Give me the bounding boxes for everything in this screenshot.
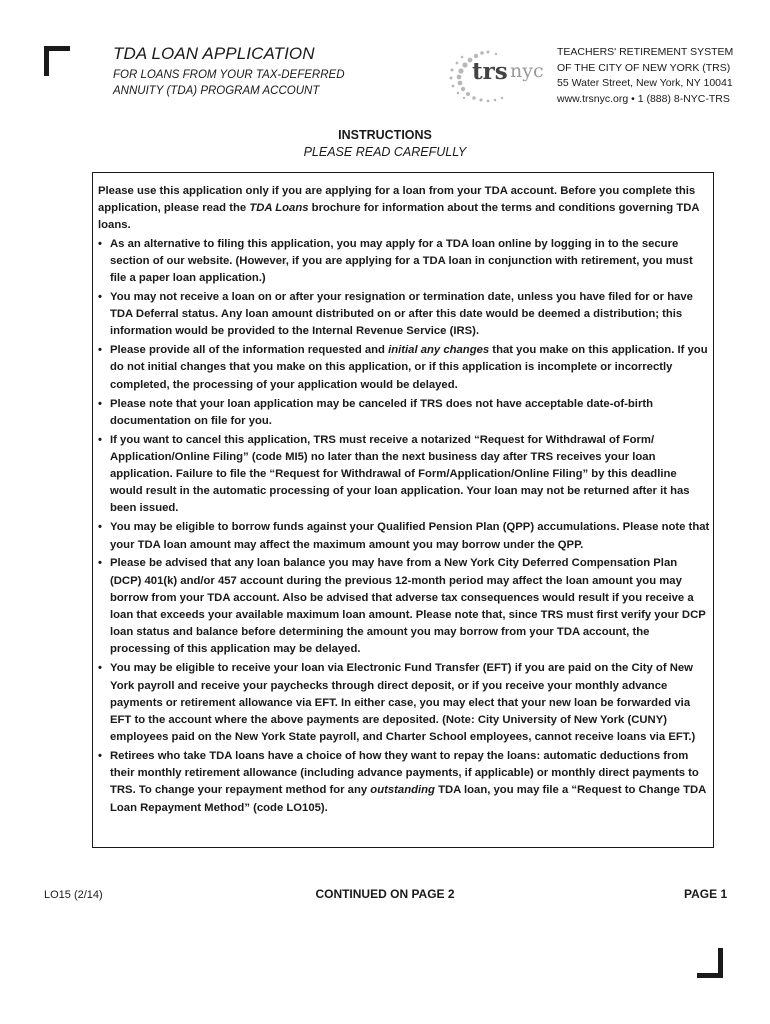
list-item: • Please be advised that any loan balance you may have from a New York City Deferred Compensation Plan (DCP) 401(k) and/or 457 account during the previous 12-month period may affect the loan amount you may borrow from your TDA account. Also be advised that adverse tax consequences would result if you receive a loan that exceeds your available maximum loan amount. Please note that, since TRS must first verify your DCP loan status and balance before determining the amount you may borrow from your TDA account, the processing of this application may be delayed. [98,557,706,656]
form-code: LO15 (2/14) [44,889,103,901]
list-item: • You may be eligible to receive your loan via Electronic Fund Transfer (EFT) if you are paid on the City of New York payroll and receive your paychecks through direct deposit, or if you receive your monthly advance payments or retirement allowance via EFT. In either case, you may elect that your new loan be forwarded via EFT to the account where the above payments are deposited. (Note: City University of New York (CUNY) employees paid on the New York State payroll, and Charter School employees, cannot receive loans via EFT.) [98,662,696,744]
bullet-icon: • [98,237,102,250]
subtitle-line-2: ANNUITY (TDA) PROGRAM ACCOUNT [113,85,320,97]
list-item: • If you want to cancel this application, TRS must receive a notarized “Request for Withdrawal of Form/ Application/Online Filing” (code MI5) no later than the next business day after TRS receives your loan application. Failure to file the “Request for Withdrawal of Form/Application/Online Filing” by this deadline would result in the automatic processing of your loan application. Your loan may not be returned after it has been issued. [98,433,690,515]
bullet-icon: • [98,433,102,446]
org-street-address: 55 Water Street, New York, NY 10041 [557,77,733,89]
org-contact: www.trsnyc.org • 1 (888) 8-NYC-TRS [557,92,730,105]
instructions-heading: INSTRUCTIONS [338,128,432,142]
corner-mark-bottom-right [697,948,723,978]
organization-address [557,45,737,107]
instructions-content [98,183,710,819]
intro-paragraph: Please use this application only if you are applying for a loan from your TDA account. Before you complete this application, please read the TDA Loans brochure for information about the terms and conditions governing TDA loans. [98,185,700,232]
bullet-icon: • [98,344,102,357]
bullet-icon: • [98,662,102,675]
org-name-line-1: TEACHERS' RETIREMENT SYSTEM [557,46,734,58]
bullet-icon: • [98,397,102,410]
list-item: • You may be eligible to borrow funds against your Qualified Pension Plan (QPP) accumulations. Please note that your TDA loan amount may affect the maximum amount you may borrow under the QPP. [98,521,710,551]
form-subtitle [113,67,373,99]
list-item: • Please provide all of the information requested and initial any changes that you make on this application. If you do not initial changes that you make on this application, or if this application is incomplete or incorrectly completed, the processing of your application would be delayed. [98,344,708,391]
page-number: PAGE 1 [684,887,728,901]
form-title: TDA LOAN APPLICATION [113,44,315,63]
bullet-icon: • [98,557,102,570]
bullet-icon: • [98,290,102,303]
bullet-icon: • [98,521,102,534]
continued-notice: CONTINUED ON PAGE 2 [315,887,455,901]
list-item: • Please note that your loan application may be canceled if TRS does not have acceptable date-of-birth documentation on file for you. [98,397,654,427]
org-name-line-2: OF THE CITY OF NEW YORK (TRS) [557,61,731,74]
instructions-list [98,236,710,817]
trs-logo [446,48,556,104]
list-item: • You may not receive a loan on or after your resignation or termination date, unless you have filed for or have TDA Deferral status. Any loan amount distributed on or after this date would be deemed a distribution; this information would be provided to the Internal Revenue Service (IRS). [98,290,693,338]
instructions-subheading: PLEASE READ CAREFULLY [303,145,467,159]
logo-text-trs: trs [472,58,508,85]
logo-text-nyc: nyc [510,60,544,82]
subtitle-line-1: FOR LOANS FROM YOUR TAX-DEFERRED [113,69,345,81]
bullet-icon: • [98,750,102,762]
corner-mark-top-left [44,46,70,76]
list-item: • As an alternative to filing this application, you may apply for a TDA loan online by logging in to the secure section of our website. (However, if you are applying for a TDA loan in conjunction with retirement, you must file a paper loan application.) [98,237,693,285]
list-item: • Retirees who take TDA loans have a choice of how they want to repay the loans: automatic deductions from their monthly retirement allowance (including advance payments, if applicable) or monthly direct payments to TRS. To change your repayment method for any outstanding TDA loan, you may file a “Request to Change TDA Loan Repayment Method” (code LO105). [98,750,706,814]
